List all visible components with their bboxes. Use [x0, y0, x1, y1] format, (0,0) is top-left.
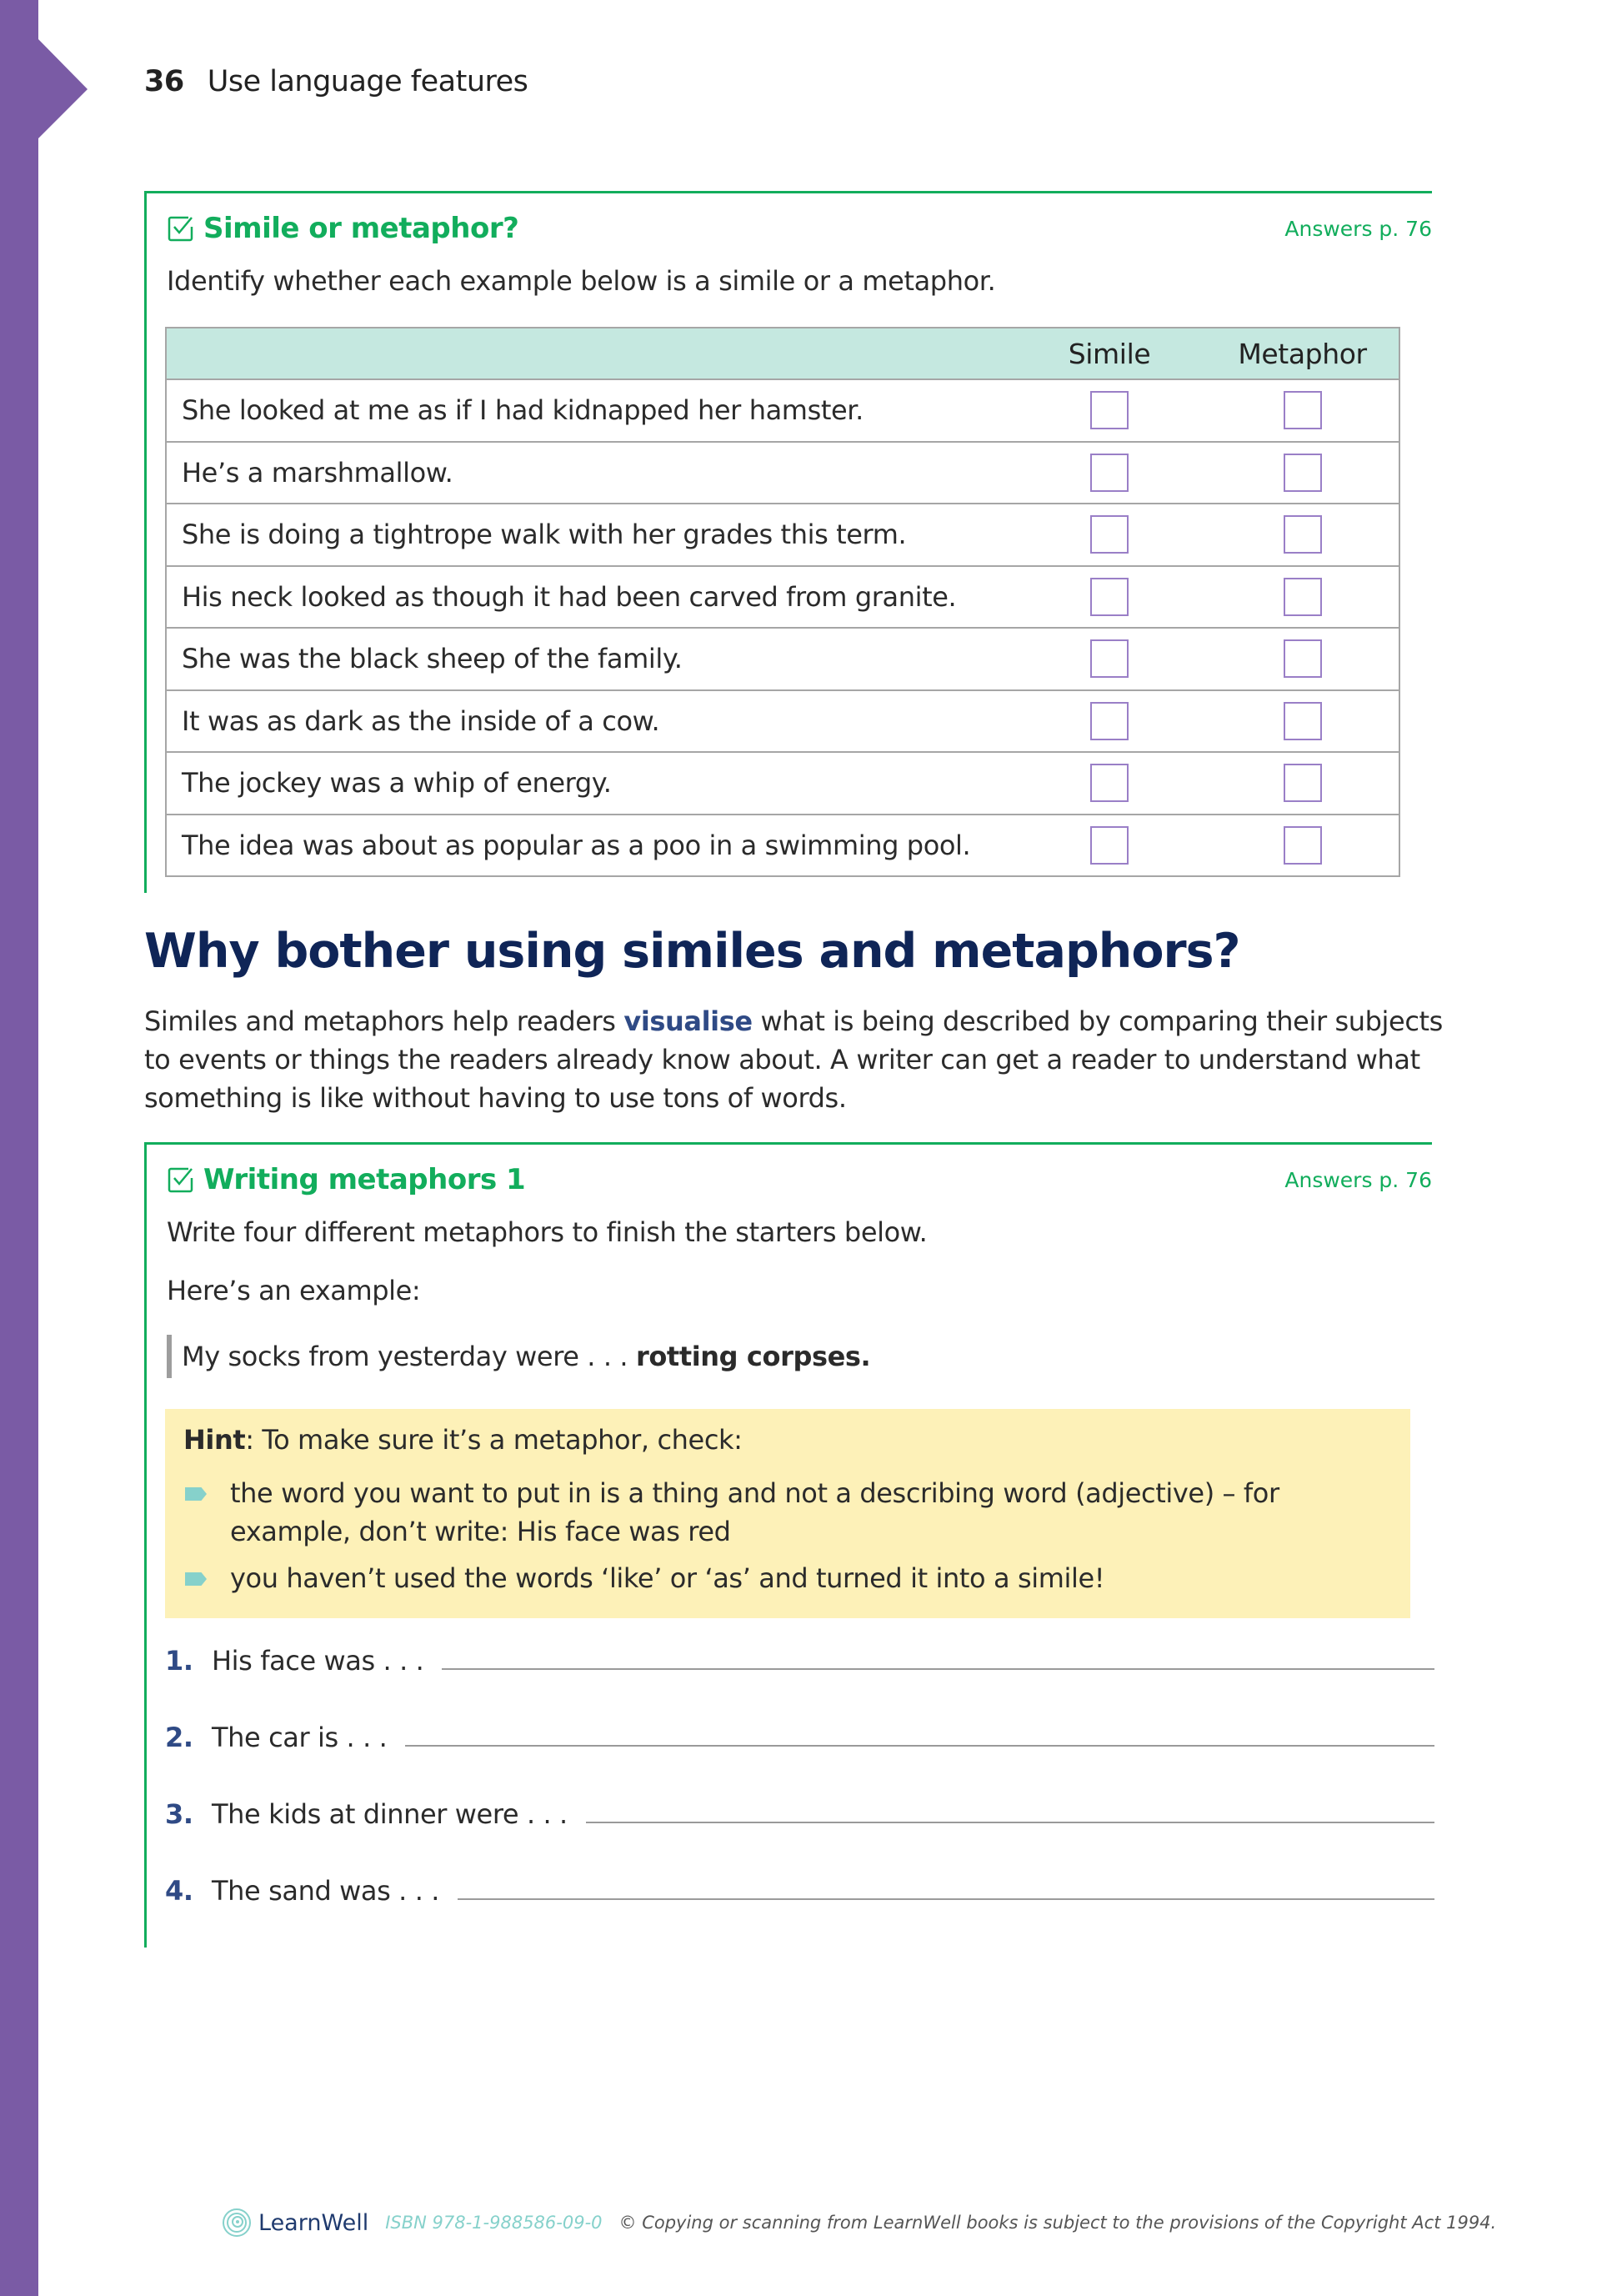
- chapter-title: Use language features: [207, 65, 528, 98]
- starter-item: [165, 1798, 1434, 1830]
- starter-number: 1.: [165, 1645, 193, 1677]
- footer: [222, 2208, 1496, 2238]
- simile-checkbox[interactable]: [1090, 826, 1129, 865]
- example-sentence: She looked at me as if I had kidnapped her hamster.: [166, 379, 1013, 442]
- hint-bullet-text: the word you want to put in is a thing and not a describing word (adjective) – for example, don’t write: His face was red: [230, 1477, 1279, 1547]
- simile-cell: [1013, 752, 1206, 815]
- arrow-bullet-icon: [185, 1487, 207, 1501]
- exercise-title: [167, 212, 518, 245]
- hint-box: [165, 1409, 1410, 1618]
- simile-cell: [1013, 504, 1206, 566]
- exercise-title-text: Writing metaphors 1: [203, 1163, 526, 1196]
- metaphor-checkbox[interactable]: [1284, 639, 1322, 678]
- simile-cell: [1013, 815, 1206, 877]
- example-sentence: It was as dark as the inside of a cow.: [166, 690, 1013, 753]
- example-sentence: She was the black sheep of the family.: [166, 628, 1013, 690]
- answers-reference: Answers p. 76: [1284, 1168, 1432, 1192]
- answer-line-input[interactable]: [405, 1745, 1434, 1747]
- starter-item: [165, 1645, 1434, 1677]
- metaphor-cell: [1206, 815, 1399, 877]
- isbn: ISBN 978-1-988586-09-0: [385, 2213, 603, 2233]
- checkbox-tick-icon: [167, 214, 195, 243]
- metaphor-cell: [1206, 628, 1399, 690]
- table-row: [166, 566, 1399, 629]
- table-row: [166, 504, 1399, 566]
- starter-number: 3.: [165, 1798, 193, 1830]
- brand-name: LearnWell: [258, 2209, 369, 2236]
- starter-text: His face was . . .: [212, 1645, 424, 1677]
- starter-number: 4.: [165, 1875, 193, 1907]
- paragraph-text: what is being described by comparing their subjects to events or things the readers already know about. A writer can get a reader to understand what something is like without having to use tons of words.: [144, 1005, 1443, 1114]
- metaphor-checkbox[interactable]: [1284, 702, 1322, 740]
- simile-checkbox[interactable]: [1090, 454, 1129, 492]
- simile-cell: [1013, 442, 1206, 504]
- answer-line-input[interactable]: [458, 1898, 1434, 1900]
- page-number: 36: [144, 65, 184, 98]
- learnwell-logo: [222, 2208, 368, 2238]
- example-answer: rotting corpses.: [635, 1341, 871, 1372]
- exercise-instruction: Identify whether each example below is a simile or a metaphor.: [167, 265, 996, 297]
- metaphor-checkbox[interactable]: [1284, 826, 1322, 865]
- example-sentence: The idea was about as popular as a poo in a swimming pool.: [166, 815, 1013, 877]
- metaphor-cell: [1206, 504, 1399, 566]
- hint-text: : To make sure it’s a metaphor, check:: [245, 1424, 743, 1456]
- starter-text: The sand was . . .: [212, 1875, 440, 1907]
- section-heading: Why bother using similes and metaphors?: [144, 924, 1240, 979]
- simile-cell: [1013, 379, 1206, 442]
- table-row: [166, 379, 1399, 442]
- checkbox-tick-icon: [167, 1166, 195, 1194]
- hint-list: [183, 1474, 1392, 1597]
- starter-number: 2.: [165, 1722, 193, 1753]
- simile-checkbox[interactable]: [1090, 702, 1129, 740]
- table-row: [166, 752, 1399, 815]
- section-paragraph: [144, 1002, 1444, 1117]
- example-sentence: He’s a marshmallow.: [166, 442, 1013, 504]
- hint-bullet-item: [183, 1559, 1392, 1597]
- example-sentence: The jockey was a whip of energy.: [166, 752, 1013, 815]
- example-sentence: She is doing a tightrope walk with her grades this term.: [166, 504, 1013, 566]
- metaphor-checkbox[interactable]: [1284, 391, 1322, 429]
- hint-bullet-item: [183, 1474, 1392, 1551]
- page-tab-arrow-icon: [0, 0, 92, 183]
- simile-cell: [1013, 690, 1206, 753]
- paragraph-text: Similes and metaphors help readers: [144, 1005, 624, 1037]
- table-row: [166, 628, 1399, 690]
- exercise-simile-or-metaphor: [144, 191, 1432, 893]
- spiral-logo-icon: [222, 2208, 252, 2238]
- hint-heading: [183, 1424, 1392, 1456]
- answer-line-input[interactable]: [442, 1668, 1434, 1670]
- metaphor-checkbox[interactable]: [1284, 515, 1322, 554]
- starter-text: The kids at dinner were . . .: [212, 1798, 568, 1830]
- metaphor-cell: [1206, 442, 1399, 504]
- metaphor-checkbox[interactable]: [1284, 578, 1322, 616]
- emphasis-visualise: visualise: [623, 1005, 753, 1037]
- column-header-sentence: [166, 328, 1013, 379]
- simile-checkbox[interactable]: [1090, 515, 1129, 554]
- simile-checkbox[interactable]: [1090, 639, 1129, 678]
- simile-checkbox[interactable]: [1090, 578, 1129, 616]
- metaphor-cell: [1206, 566, 1399, 629]
- example-sentence: His neck looked as though it had been carved from granite.: [166, 566, 1013, 629]
- simile-checkbox[interactable]: [1090, 764, 1129, 802]
- metaphor-checkbox[interactable]: [1284, 454, 1322, 492]
- simile-metaphor-table: [165, 327, 1400, 877]
- exercise-writing-metaphors: [144, 1142, 1432, 1948]
- exercise-title: [167, 1163, 525, 1196]
- copyright-notice: © Copying or scanning from LearnWell books is subject to the provisions of the Copyright Act 1994.: [618, 2213, 1497, 2233]
- sidebar-bar: [0, 0, 38, 2296]
- simile-cell: [1013, 566, 1206, 629]
- starter-item: [165, 1722, 1434, 1753]
- answers-reference: Answers p. 76: [1284, 217, 1432, 241]
- metaphor-cell: [1206, 752, 1399, 815]
- table-row: [166, 442, 1399, 504]
- metaphor-checkbox[interactable]: [1284, 764, 1322, 802]
- metaphor-cell: [1206, 379, 1399, 442]
- hint-bullet-text: you haven’t used the words ‘like’ or ‘as’ and turned it into a simile!: [230, 1562, 1105, 1594]
- starter-item: [165, 1875, 1434, 1907]
- table-header-row: [166, 328, 1399, 379]
- example-intro: Here’s an example:: [167, 1275, 421, 1306]
- column-header-simile: Simile: [1013, 328, 1206, 379]
- table-row: [166, 815, 1399, 877]
- arrow-bullet-icon: [185, 1572, 207, 1586]
- table-row: [166, 690, 1399, 753]
- example-start: My socks from yesterday were . . .: [182, 1341, 636, 1372]
- hint-label: Hint: [183, 1424, 246, 1456]
- answer-line-input[interactable]: [586, 1822, 1434, 1823]
- exercise-title-text: Simile or metaphor?: [203, 212, 519, 245]
- column-header-metaphor: Metaphor: [1206, 328, 1399, 379]
- metaphor-cell: [1206, 690, 1399, 753]
- example-quote: [167, 1335, 870, 1378]
- simile-checkbox[interactable]: [1090, 391, 1129, 429]
- page-header: [144, 65, 528, 98]
- simile-cell: [1013, 628, 1206, 690]
- exercise-instruction: Write four different metaphors to finish the starters below.: [167, 1216, 928, 1248]
- starter-text: The car is . . .: [212, 1722, 388, 1753]
